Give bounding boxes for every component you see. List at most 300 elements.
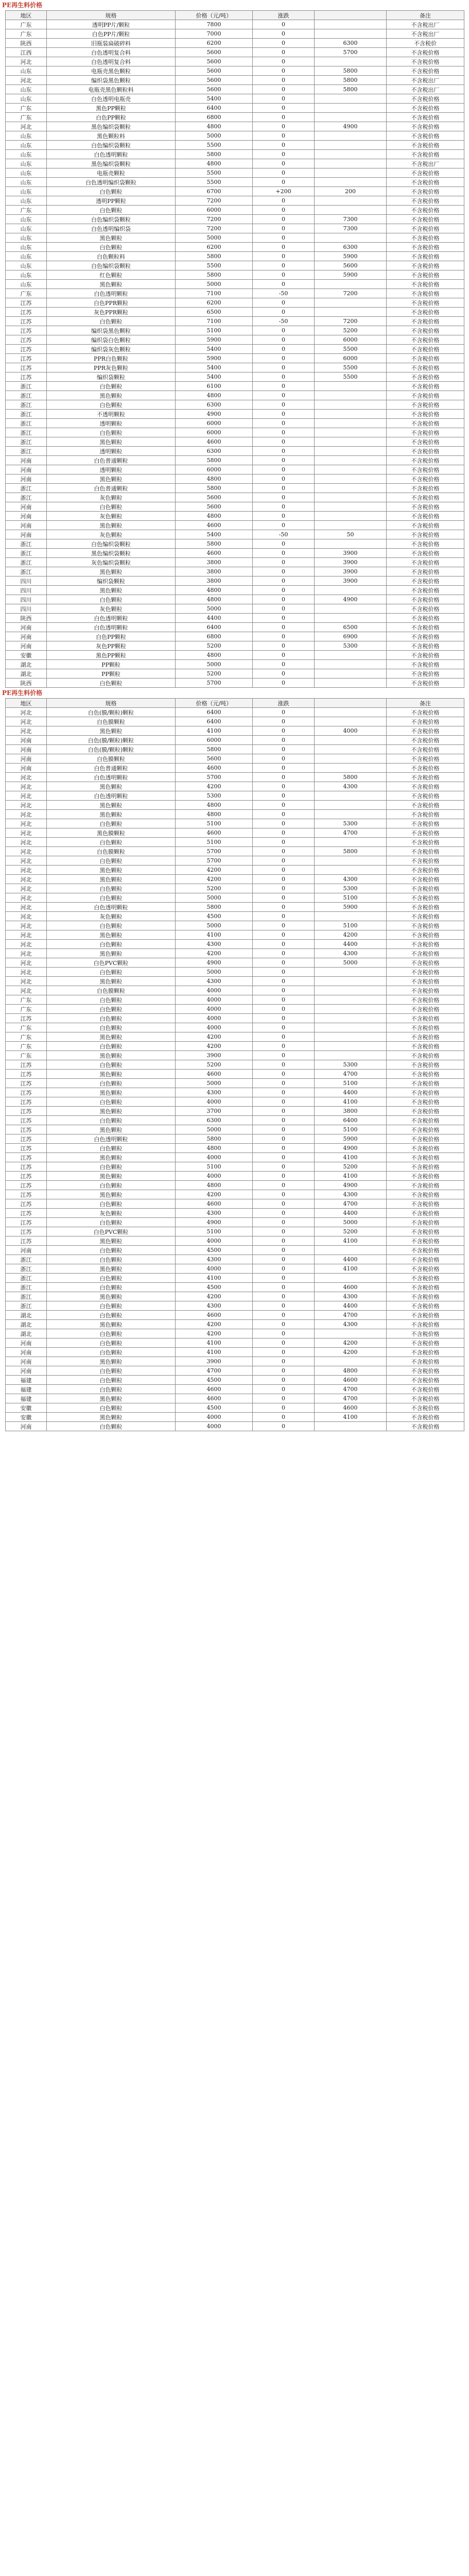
table-cell: 河南 xyxy=(6,745,47,754)
table-cell: 浙江 xyxy=(6,539,47,549)
table-row xyxy=(6,558,464,567)
table-cell: 白色颗粒 xyxy=(47,1097,176,1107)
table-cell: 4900 xyxy=(315,1144,387,1153)
table-cell: 7200 xyxy=(315,317,387,326)
table-cell: 不含税价格 xyxy=(387,1051,464,1060)
table-cell: 白色普通颗粒 xyxy=(47,484,176,493)
table-cell: 0 xyxy=(253,29,315,39)
table-cell: 广东 xyxy=(6,206,47,215)
table-row xyxy=(6,968,464,977)
table-cell: 河南 xyxy=(6,521,47,530)
table-cell: 编织袋黑色颗粒 xyxy=(47,76,176,85)
table-cell: 广东 xyxy=(6,289,47,298)
table-cell: 0 xyxy=(253,1153,315,1162)
table-cell: 5000 xyxy=(176,921,253,930)
table-row xyxy=(6,391,464,400)
table-cell: 5800 xyxy=(315,85,387,94)
table-cell: 福建 xyxy=(6,1376,47,1385)
table-cell: 不含税价格 xyxy=(387,94,464,104)
table-row xyxy=(6,977,464,986)
table-cell: 0 xyxy=(253,614,315,623)
table-cell: 0 xyxy=(253,94,315,104)
table-cell: 0 xyxy=(253,1079,315,1088)
table-cell: 5800 xyxy=(176,745,253,754)
table-cell: 不含税价格 xyxy=(387,549,464,558)
table-cell: 浙江 xyxy=(6,493,47,502)
table-cell xyxy=(315,206,387,215)
table-cell: 0 xyxy=(253,958,315,968)
table-cell: 0 xyxy=(253,354,315,363)
table-cell: 0 xyxy=(253,1023,315,1032)
table-cell: 白色颗粒料 xyxy=(47,252,176,261)
table-cell: 0 xyxy=(253,549,315,558)
table-cell: 江苏 xyxy=(6,1144,47,1153)
table-cell: 福建 xyxy=(6,1394,47,1403)
table-cell: 不含税价格 xyxy=(387,782,464,791)
table-cell: 0 xyxy=(253,669,315,679)
table-cell: 5900 xyxy=(315,270,387,280)
table-cell: 不含税价格 xyxy=(387,1283,464,1292)
table-cell: 不含税价格 xyxy=(387,437,464,447)
table-row xyxy=(6,1014,464,1023)
table-cell: 不含税价格 xyxy=(387,1366,464,1376)
table-cell xyxy=(315,586,387,595)
table-cell: 广东 xyxy=(6,1051,47,1060)
table-cell: 灰色颗粒 xyxy=(47,512,176,521)
table-row xyxy=(6,335,464,345)
table-cell: 5600 xyxy=(176,66,253,76)
table-cell: 0 xyxy=(253,903,315,912)
table-cell: 白色颗粒 xyxy=(47,1283,176,1292)
table-cell: 5300 xyxy=(315,641,387,651)
table-cell: 河北 xyxy=(6,122,47,131)
table-cell: 3800 xyxy=(315,1107,387,1116)
table-cell: 0 xyxy=(253,131,315,141)
table-cell: 不含税价格 xyxy=(387,1403,464,1413)
table-row xyxy=(6,1153,464,1162)
table-row xyxy=(6,1301,464,1311)
table-cell: 编织袋颗粒 xyxy=(47,577,176,586)
table-cell: 不含税价格 xyxy=(387,530,464,539)
table-cell: 不含税价格 xyxy=(387,801,464,810)
column-header: 价格（元/吨） xyxy=(176,11,253,20)
table-cell: 旧瓶装扁破碎料 xyxy=(47,39,176,48)
table-cell xyxy=(315,159,387,168)
table-cell: 白色颗粒 xyxy=(47,1246,176,1255)
table-cell: 不含税价格 xyxy=(387,493,464,502)
table-cell: 0 xyxy=(253,39,315,48)
table-cell: 不含税价格 xyxy=(387,903,464,912)
table-cell: 4800 xyxy=(176,801,253,810)
table-cell: 4500 xyxy=(176,1403,253,1413)
table-cell: 0 xyxy=(253,1199,315,1209)
table-row xyxy=(6,94,464,104)
table-cell: 江苏 xyxy=(6,1125,47,1134)
table-cell xyxy=(315,1329,387,1338)
table-cell: 5100 xyxy=(176,819,253,828)
table-cell: 不含税价格 xyxy=(387,1172,464,1181)
table-row xyxy=(6,773,464,782)
table-cell: 不含税价格 xyxy=(387,1199,464,1209)
table-row xyxy=(6,736,464,745)
table-row xyxy=(6,623,464,632)
table-cell xyxy=(315,437,387,447)
table-cell: 4000 xyxy=(176,1005,253,1014)
table-cell: 0 xyxy=(253,940,315,949)
table-cell: 河北 xyxy=(6,949,47,958)
table-cell: 不含税价格 xyxy=(387,484,464,493)
table-cell: 0 xyxy=(253,261,315,270)
table-cell: 广东 xyxy=(6,29,47,39)
table-row xyxy=(6,1218,464,1227)
table-cell: 白色透明颗粒 xyxy=(47,903,176,912)
table-cell: 7300 xyxy=(315,215,387,224)
table-cell: 黑色颗粒 xyxy=(47,474,176,484)
table-cell: 5800 xyxy=(315,76,387,85)
table-cell: 广东 xyxy=(6,995,47,1005)
table-cell: 0 xyxy=(253,764,315,773)
table-cell: 0 xyxy=(253,866,315,875)
table-cell: 白色颗粒 xyxy=(47,1116,176,1125)
table-cell: 0 xyxy=(253,85,315,94)
table-row xyxy=(6,39,464,48)
table-row xyxy=(6,801,464,810)
table-cell: 浙江 xyxy=(6,1301,47,1311)
table-cell: 6200 xyxy=(176,298,253,308)
table-cell: 透明颗粒 xyxy=(47,465,176,474)
table-cell: 广东 xyxy=(6,113,47,122)
table-cell: 白色普通颗粒 xyxy=(47,764,176,773)
table-row xyxy=(6,745,464,754)
table-cell: 黑色颗粒 xyxy=(47,1125,176,1134)
table-cell: 0 xyxy=(253,372,315,382)
table-cell: 0 xyxy=(253,1301,315,1311)
table-cell: 白色PP颗粒 xyxy=(47,113,176,122)
table-cell: 不含税价格 xyxy=(387,949,464,958)
table-cell: 5200 xyxy=(176,641,253,651)
table-cell: 5700 xyxy=(176,847,253,856)
table-cell: 0 xyxy=(253,651,315,660)
table-cell: 河南 xyxy=(6,1357,47,1366)
table-cell: 4600 xyxy=(176,1199,253,1209)
table-row xyxy=(6,298,464,308)
table-cell: 河南 xyxy=(6,502,47,512)
table-cell: 4300 xyxy=(315,949,387,958)
table-cell: 0 xyxy=(253,400,315,410)
table-cell: 5800 xyxy=(315,773,387,782)
table-cell: 5000 xyxy=(176,968,253,977)
table-cell: 不含税价格 xyxy=(387,669,464,679)
table-row xyxy=(6,1348,464,1357)
table-cell: 不含税价格 xyxy=(387,764,464,773)
table-cell: 灰色PPR颗粒 xyxy=(47,308,176,317)
table-row xyxy=(6,419,464,428)
table-cell: 5100 xyxy=(176,1162,253,1172)
table-cell: 黑色颗粒 xyxy=(47,930,176,940)
table-row xyxy=(6,1385,464,1394)
table-cell: 4800 xyxy=(176,1181,253,1190)
table-cell: 不含税价格 xyxy=(387,958,464,968)
table-cell: 河南 xyxy=(6,1246,47,1255)
table-cell: 黑色颗粒 xyxy=(47,1172,176,1181)
table-cell: 0 xyxy=(253,986,315,995)
table-cell: 4100 xyxy=(315,1236,387,1246)
table-cell: 6400 xyxy=(315,1116,387,1125)
table-cell: 不含税价格 xyxy=(387,717,464,726)
table-cell: 6000 xyxy=(315,335,387,345)
table-cell: 不含税价格 xyxy=(387,1097,464,1107)
table-cell: 白色颗粒 xyxy=(47,1181,176,1190)
table-row xyxy=(6,382,464,391)
table-cell: 4200 xyxy=(176,875,253,884)
table-cell: 不含税价格 xyxy=(387,641,464,651)
table-cell: 黑色颗粒 xyxy=(47,1070,176,1079)
table-cell: 4700 xyxy=(315,1385,387,1394)
table-cell: 白色编织袋颗粒 xyxy=(47,261,176,270)
table-cell: 6000 xyxy=(176,419,253,428)
column-header: 备注 xyxy=(387,11,464,20)
table-cell: 白色透明颗粒 xyxy=(47,623,176,632)
table-cell: 白色颗粒 xyxy=(47,1042,176,1051)
table-cell: 不含税价格 xyxy=(387,1144,464,1153)
table-cell: 不含税价格 xyxy=(387,1125,464,1134)
table-cell: 山东 xyxy=(6,66,47,76)
table-row xyxy=(6,113,464,122)
table-cell: 江苏 xyxy=(6,308,47,317)
table-cell: 4900 xyxy=(176,410,253,419)
table-cell: 5500 xyxy=(315,372,387,382)
table-cell: 不含税价格 xyxy=(387,113,464,122)
table-cell: 4200 xyxy=(315,1338,387,1348)
table-cell: 5500 xyxy=(176,261,253,270)
table-cell: 不含税价格 xyxy=(387,512,464,521)
table-cell: 0 xyxy=(253,270,315,280)
table-cell: 7000 xyxy=(176,29,253,39)
table-cell: 0 xyxy=(253,1005,315,1014)
table-cell: 不含税价格 xyxy=(387,178,464,187)
table-cell: 0 xyxy=(253,1376,315,1385)
table-cell: 7800 xyxy=(176,20,253,29)
table-cell: 0 xyxy=(253,1051,315,1060)
table-cell: 不含税价格 xyxy=(387,1301,464,1311)
table-row xyxy=(6,1338,464,1348)
table-row xyxy=(6,400,464,410)
table-cell: 0 xyxy=(253,113,315,122)
table-row xyxy=(6,679,464,688)
table-cell: 4600 xyxy=(176,549,253,558)
table-cell: 0 xyxy=(253,1070,315,1079)
table-cell: 浙江 xyxy=(6,558,47,567)
table-cell: 5200 xyxy=(176,1060,253,1070)
table-cell: 4600 xyxy=(176,828,253,838)
table-cell: 0 xyxy=(253,595,315,604)
table-cell: 4400 xyxy=(315,1209,387,1218)
table-cell: 不含税价格 xyxy=(387,382,464,391)
table-row xyxy=(6,410,464,419)
table-cell: 浙江 xyxy=(6,1292,47,1301)
table-cell: 白色颗粒 xyxy=(47,1162,176,1172)
table-cell: 不含税价格 xyxy=(387,1394,464,1403)
table-cell: 江苏 xyxy=(6,1079,47,1088)
table-cell xyxy=(315,614,387,623)
table-cell: 5600 xyxy=(176,502,253,512)
table-cell: 0 xyxy=(253,1283,315,1292)
table-cell: 不含税价格 xyxy=(387,1376,464,1385)
table-row xyxy=(6,447,464,456)
table-cell: 不含税价格 xyxy=(387,986,464,995)
table-cell: 不含税价格 xyxy=(387,502,464,512)
table-cell: 5000 xyxy=(315,1218,387,1227)
table-cell: 浙江 xyxy=(6,400,47,410)
table-cell: 4700 xyxy=(315,828,387,838)
table-cell xyxy=(315,1032,387,1042)
table-cell: 不含税价格 xyxy=(387,419,464,428)
table-cell: 4100 xyxy=(176,1274,253,1283)
table-row xyxy=(6,1376,464,1385)
table-cell: 河南 xyxy=(6,754,47,764)
table-cell: 不含税价格 xyxy=(387,604,464,614)
table-row xyxy=(6,1116,464,1125)
table-cell: 河北 xyxy=(6,903,47,912)
table-cell: 0 xyxy=(253,1422,315,1431)
table-cell: 4200 xyxy=(176,782,253,791)
table-cell: 不含税价格 xyxy=(387,474,464,484)
table-cell: 不含税价格 xyxy=(387,586,464,595)
table-cell: 4300 xyxy=(315,1320,387,1329)
table-cell: 0 xyxy=(253,159,315,168)
table-row xyxy=(6,912,464,921)
table-cell: 河南 xyxy=(6,623,47,632)
table-row xyxy=(6,1283,464,1292)
table-cell: 0 xyxy=(253,930,315,940)
table-cell: 黑色颗粒 xyxy=(47,1292,176,1301)
table-cell: PPR灰色颗粒 xyxy=(47,363,176,372)
table-cell: 4300 xyxy=(176,1255,253,1264)
table-cell: 3900 xyxy=(176,1051,253,1060)
table-row xyxy=(6,289,464,298)
table-cell: 河北 xyxy=(6,958,47,968)
table-cell: 0 xyxy=(253,76,315,85)
table-cell: 不含税价格 xyxy=(387,372,464,382)
table-cell xyxy=(315,856,387,866)
table-row xyxy=(6,586,464,595)
table-row xyxy=(6,866,464,875)
table-row xyxy=(6,521,464,530)
table-cell: 0 xyxy=(253,428,315,437)
table-cell: 不含税价格 xyxy=(387,995,464,1005)
table-cell: 5900 xyxy=(315,252,387,261)
table-cell: 不含税价格 xyxy=(387,893,464,903)
table-cell xyxy=(315,866,387,875)
table-cell: 白色颗粒 xyxy=(47,1422,176,1431)
table-cell: 4300 xyxy=(315,875,387,884)
table-cell: 4200 xyxy=(176,866,253,875)
table-cell: 白色颗粒 xyxy=(47,1060,176,1070)
table-row xyxy=(6,828,464,838)
table-row xyxy=(6,1329,464,1338)
table-cell: 黑色颗粒 xyxy=(47,1032,176,1042)
table-cell: 7200 xyxy=(315,289,387,298)
table-cell: 不含税价格 xyxy=(387,354,464,363)
table-cell: 4100 xyxy=(315,1264,387,1274)
table-cell: 5200 xyxy=(176,669,253,679)
table-row xyxy=(6,1005,464,1014)
table-cell: 不含税价格 xyxy=(387,428,464,437)
table-cell: 4700 xyxy=(315,1394,387,1403)
table-cell: 5500 xyxy=(176,168,253,178)
table-cell: 不含税价格 xyxy=(387,651,464,660)
table-cell: 5700 xyxy=(176,773,253,782)
table-cell xyxy=(315,280,387,289)
table-cell: 0 xyxy=(253,875,315,884)
table-cell: 白色透明颗粒 xyxy=(47,1134,176,1144)
table-cell: 5100 xyxy=(315,1079,387,1088)
table-cell: 湖北 xyxy=(6,1320,47,1329)
table-cell: 白色透明电瓶壳 xyxy=(47,94,176,104)
table-cell: 不含税价格 xyxy=(387,141,464,150)
table-cell: 4300 xyxy=(315,782,387,791)
table-cell: 0 xyxy=(253,1097,315,1107)
table-cell: 4300 xyxy=(315,1292,387,1301)
table-cell xyxy=(315,113,387,122)
table-cell: 河北 xyxy=(6,773,47,782)
table-cell: 江苏 xyxy=(6,1107,47,1116)
table-cell: 4300 xyxy=(176,1088,253,1097)
table-cell: 浙江 xyxy=(6,437,47,447)
table-cell: 白色透明颗粒 xyxy=(47,791,176,801)
table-cell: 4900 xyxy=(315,122,387,131)
table-cell: 不含税价格 xyxy=(387,736,464,745)
table-cell: 不含税价格 xyxy=(387,1348,464,1357)
table-cell: 白色透明编织袋颗粒 xyxy=(47,178,176,187)
table-cell: 白色颗粒 xyxy=(47,968,176,977)
table-cell: 5800 xyxy=(176,150,253,159)
table-cell: 0 xyxy=(253,1218,315,1227)
table-cell: 4800 xyxy=(176,159,253,168)
table-cell: 不含税价格 xyxy=(387,1320,464,1329)
table-row xyxy=(6,308,464,317)
table-cell: 5000 xyxy=(176,233,253,243)
table-cell: 江苏 xyxy=(6,1181,47,1190)
table-cell xyxy=(315,912,387,921)
table-row xyxy=(6,847,464,856)
table-cell: 4100 xyxy=(176,1348,253,1357)
table-cell: 0 xyxy=(253,1264,315,1274)
table-cell: 广东 xyxy=(6,1005,47,1014)
table-cell: 不含税价格 xyxy=(387,726,464,736)
table-cell: 江苏 xyxy=(6,1088,47,1097)
table-cell xyxy=(315,1042,387,1051)
table-row xyxy=(6,782,464,791)
column-header xyxy=(315,699,387,708)
table-cell: 不含税价格 xyxy=(387,1236,464,1246)
table-cell: 6400 xyxy=(176,708,253,717)
table-cell: 陕西 xyxy=(6,679,47,688)
table-cell xyxy=(315,539,387,549)
table-row xyxy=(6,512,464,521)
table-cell: +200 xyxy=(253,187,315,196)
table-cell: 黑色颗粒 xyxy=(47,1153,176,1162)
table-cell: 3900 xyxy=(176,1357,253,1366)
table-cell: 黑色颗粒 xyxy=(47,1264,176,1274)
table-cell: 白色透明颗粒 xyxy=(47,614,176,623)
table-cell: 4300 xyxy=(176,940,253,949)
table-cell: 4100 xyxy=(315,1153,387,1162)
table-cell: 不含税价格 xyxy=(387,104,464,113)
table-cell: 不含税价格 xyxy=(387,1218,464,1227)
table-cell: 5400 xyxy=(176,372,253,382)
table-cell: 4200 xyxy=(176,949,253,958)
